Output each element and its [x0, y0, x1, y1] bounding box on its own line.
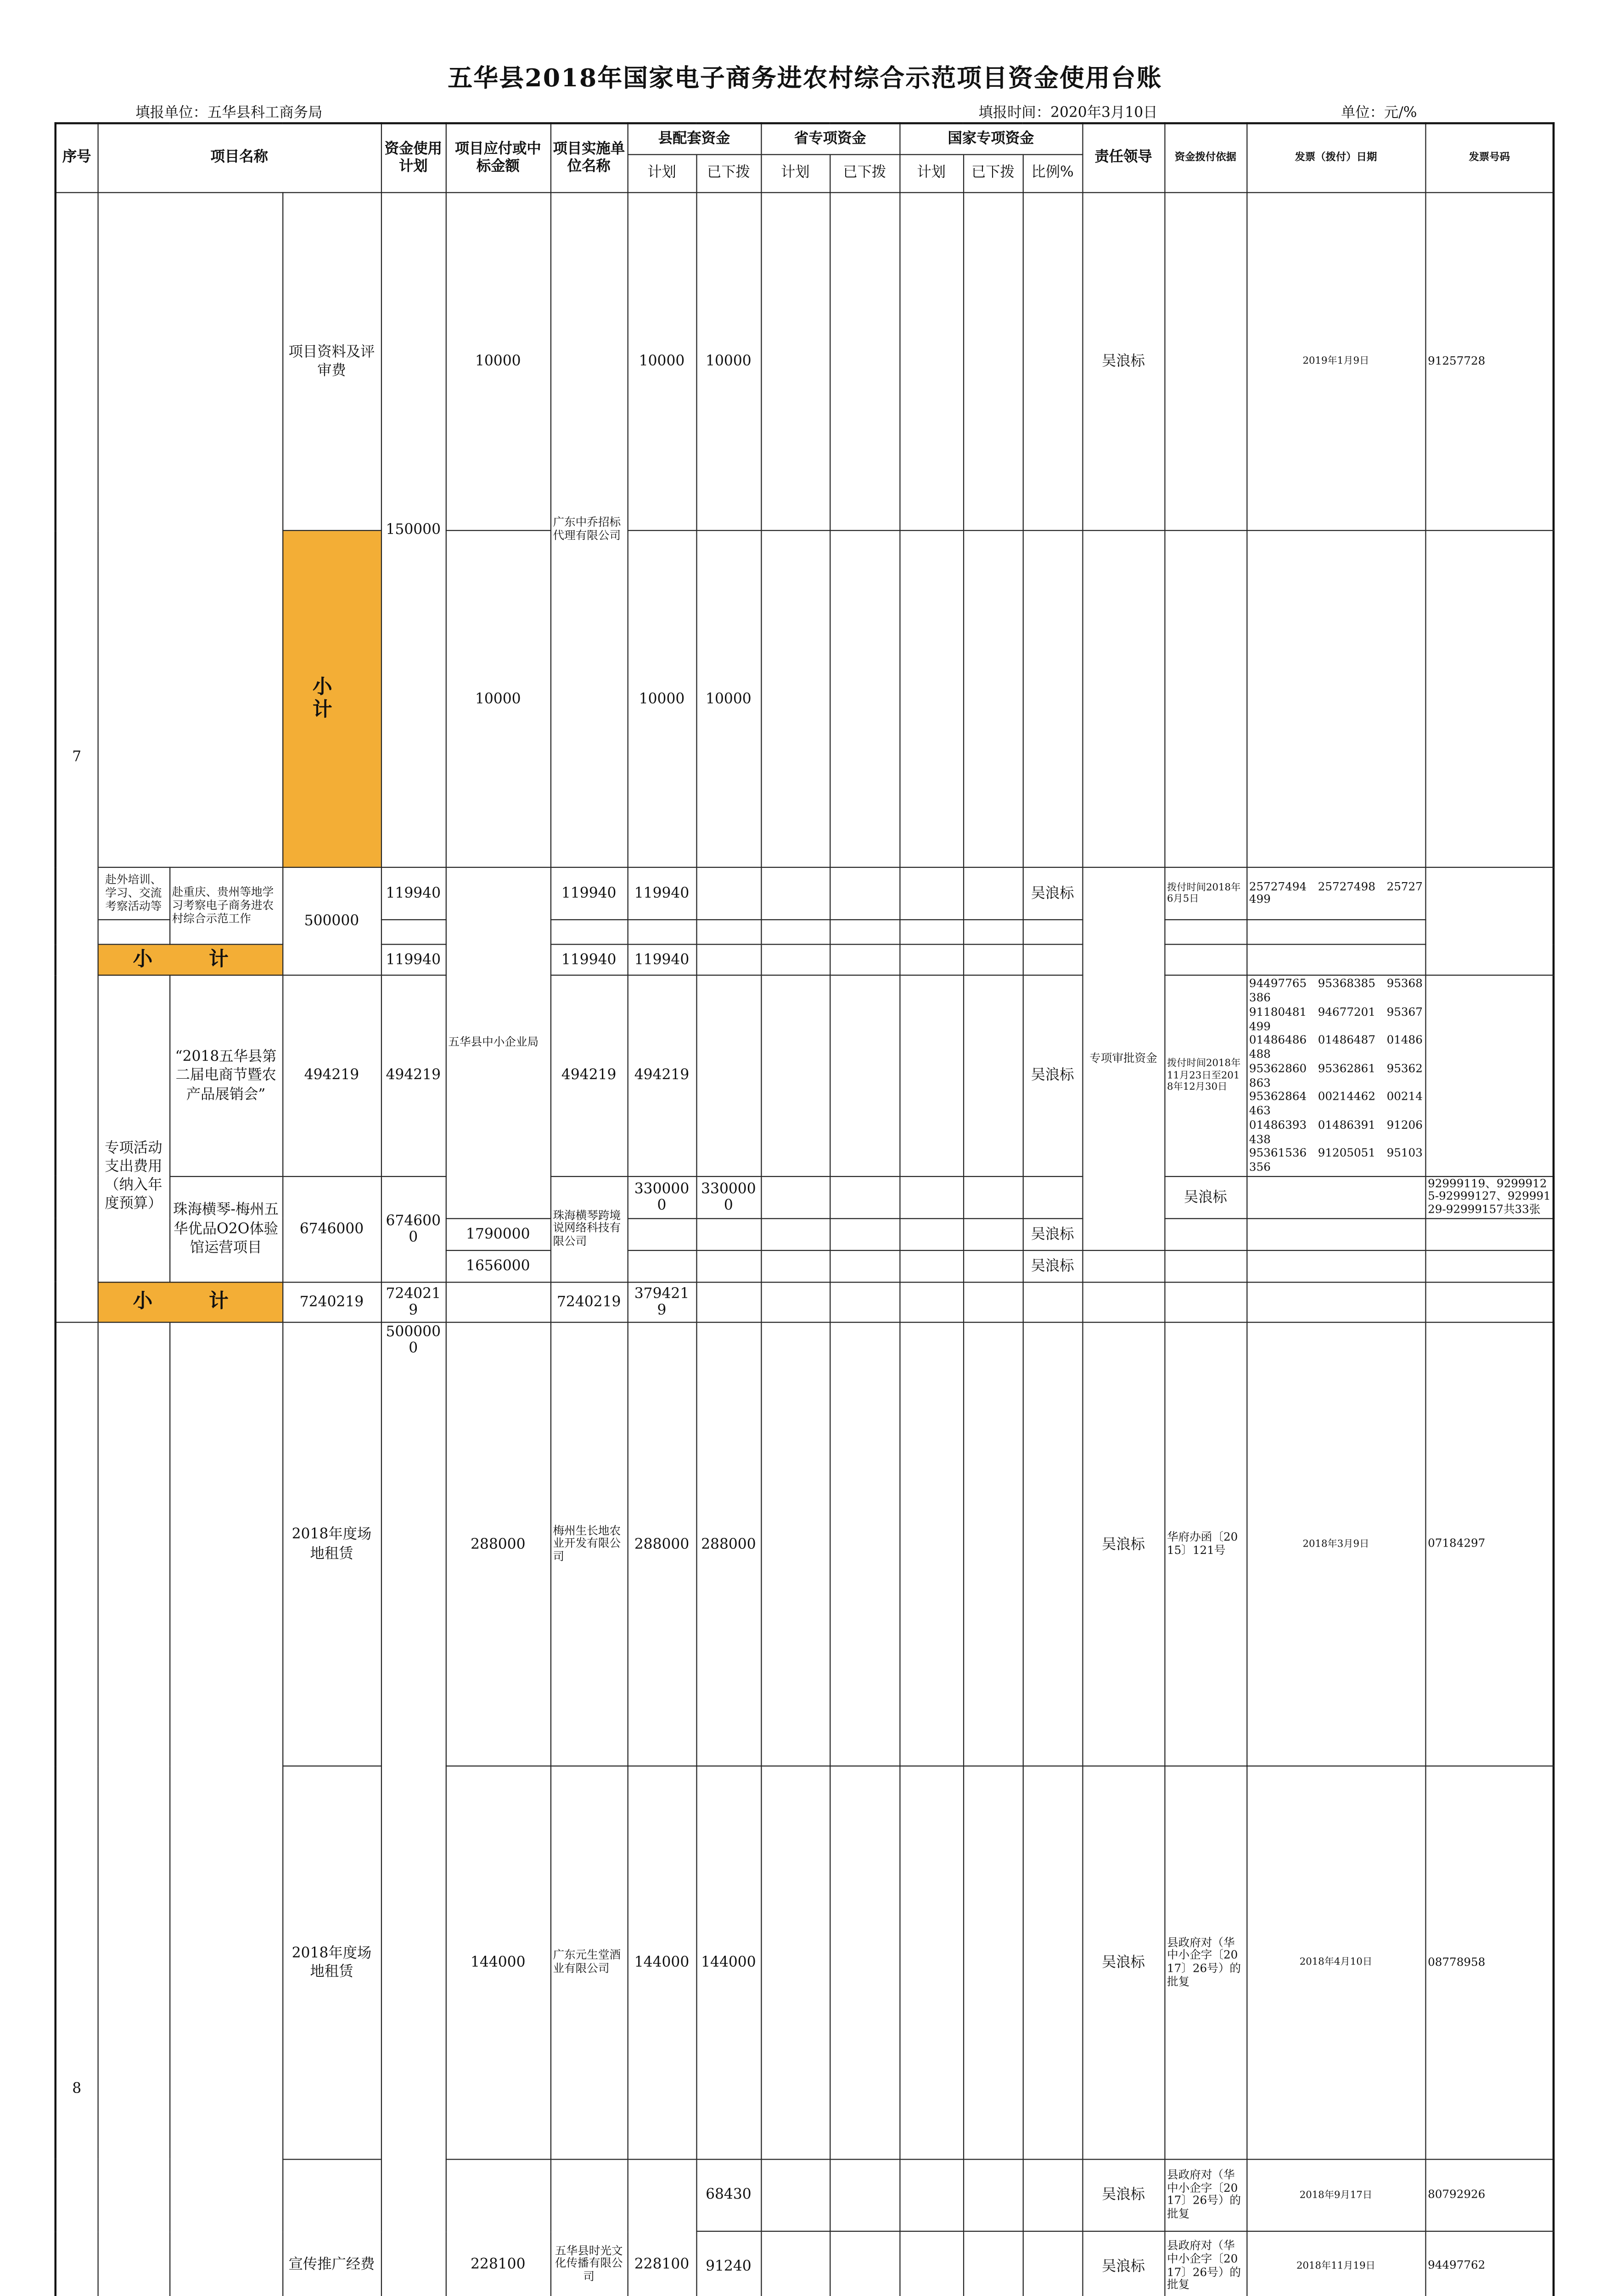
leader-cell: 吴浪标 — [1023, 1250, 1083, 1282]
invoice-no: 92999119、92999125-92999127、92999129-92999157共33张 — [1425, 1176, 1554, 1218]
impl-unit: 珠海横琴跨境说网络科技有限公司 — [550, 1176, 628, 1282]
county-plan: 7240219 — [550, 1282, 628, 1322]
county-paid: 68430 — [696, 2159, 761, 2232]
header-item-name: 项目名称 — [97, 123, 381, 192]
invoice-date: 2019年1月9日 — [1246, 192, 1425, 531]
payable-cell: 228100 — [446, 2159, 550, 2296]
header-plan: 资金使用计划 — [381, 123, 446, 192]
header-prov-paid: 已下拨 — [830, 154, 899, 192]
county-plan: 3300000 — [628, 1176, 696, 1218]
payable-cell: 119940 — [381, 945, 446, 975]
invoice-no-list — [1246, 975, 1425, 1176]
county-plan: 10000 — [628, 531, 696, 867]
county-paid: 10000 — [696, 192, 761, 531]
payable-cell: 144000 — [446, 1767, 550, 2159]
subtotal-row — [56, 1282, 1554, 1322]
invoice-line: 95362860 95362861 95362863 — [1249, 1062, 1423, 1089]
payable-cell: 10000 — [446, 531, 550, 867]
invoice-line: 95362864 00214462 00214463 — [1249, 1090, 1423, 1118]
invoice-no: 07184297 — [1425, 1322, 1554, 1767]
subtotal-label: 小 计 — [97, 945, 282, 975]
item-name: 宣传推广经费 — [282, 2159, 381, 2296]
leader-cell: 吴浪标 — [1082, 1322, 1164, 1767]
basis-cell: 县政府对（华中小企字〔2017〕26号）的批复 — [1164, 2159, 1246, 2232]
table-row — [56, 1322, 1554, 1767]
header-invoice-no: 发票号码 — [1425, 123, 1554, 192]
subtotal-label: 小 计 — [282, 531, 381, 867]
header-invoice-date: 发票（拨付）日期 — [1246, 123, 1425, 192]
basis-cell: 县政府对（华中小企字〔2017〕26号）的批复 — [1164, 1767, 1246, 2159]
header-county-paid: 已下拨 — [696, 154, 761, 192]
leader-cell: 吴浪标 — [1082, 192, 1164, 531]
plan-cell: 7240219 — [282, 1282, 381, 1322]
header-leader: 责任领导 — [1082, 123, 1164, 192]
header-prov-fund: 省专项资金 — [761, 123, 899, 154]
item-name: 珠海横琴-梅州五华优品O2O体验馆运营项目 — [169, 1176, 282, 1282]
table-row — [56, 975, 1554, 1176]
county-paid: 119940 — [628, 867, 696, 920]
header-seq: 序号 — [56, 123, 98, 192]
county-paid: 494219 — [628, 975, 696, 1176]
county-paid: 10000 — [696, 531, 761, 867]
seq-7: 7 — [56, 192, 98, 1322]
invoice-date: 拨付时间2018年11月23日至2018年12月30日 — [1164, 975, 1246, 1176]
invoice-line: 94497765 95368385 95368386 — [1249, 977, 1423, 1005]
page-title: 五华县2018年国家电子商务进农村综合示范项目资金使用台账 — [448, 62, 1162, 93]
item-name: 赴重庆、贵州等地学习考察电子商务进农村综合示范工作 — [169, 867, 282, 945]
invoice-date: 2018年11月19日 — [1246, 2231, 1425, 2296]
payable-cell: 119940 — [381, 867, 446, 920]
plan-cell: 150000 — [381, 192, 446, 867]
item-name: 2018年度场地租赁 — [282, 1322, 381, 1767]
invoice-line: 91180481 94677201 95367499 — [1249, 1005, 1423, 1033]
header-nat-paid: 已下拨 — [963, 154, 1023, 192]
invoice-line: 01486393 01486391 91206438 — [1249, 1118, 1423, 1146]
basis-cell: 专项审批资金 — [1082, 867, 1164, 1250]
impl-unit: 五华县中小企业局 — [446, 867, 550, 1218]
payable-cell: 7240219 — [381, 1282, 446, 1322]
payable-cell: 10000 — [446, 192, 550, 531]
item-name: 2018年度场地租赁 — [282, 1767, 381, 2159]
invoice-no: 91257728 — [1425, 192, 1554, 531]
county-paid: 119940 — [628, 945, 696, 975]
payable-cell: 6746000 — [381, 1176, 446, 1282]
county-plan: 144000 — [628, 1767, 696, 2159]
fund-ledger-table — [55, 122, 1555, 2296]
county-paid: 144000 — [696, 1767, 761, 2159]
plan-cell: 494219 — [282, 975, 381, 1176]
county-plan: 1790000 — [446, 1218, 550, 1250]
table-row — [56, 867, 1554, 920]
subtotal-label: 小 计 — [97, 1282, 282, 1322]
impl-unit: 广东元生堂酒业有限公司 — [550, 1767, 628, 2159]
plan-cell: 5000000 — [381, 1322, 446, 2296]
payable-cell: 288000 — [446, 1322, 550, 1767]
county-paid: 3794219 — [628, 1282, 696, 1322]
category-cell: 赴外培训、学习、交流考察活动等 — [97, 867, 169, 920]
county-plan: 119940 — [550, 867, 628, 920]
leader-cell: 吴浪标 — [1023, 975, 1083, 1176]
leader-cell: 吴浪标 — [1082, 2231, 1164, 2296]
impl-unit: 广东中乔招标代理有限公司 — [550, 192, 628, 867]
county-plan: 119940 — [550, 945, 628, 975]
impl-unit: 梅州生长地农业开发有限公司 — [550, 1322, 628, 1767]
header-county-fund: 县配套资金 — [628, 123, 761, 154]
plan-cell: 500000 — [282, 867, 381, 975]
leader-cell: 吴浪标 — [1023, 867, 1083, 920]
invoice-no: 80792926 — [1425, 2159, 1554, 2232]
payable-cell: 494219 — [381, 975, 446, 1176]
county-plan: 228100 — [628, 2159, 696, 2296]
invoice-no: 08778958 — [1425, 1767, 1554, 2159]
invoice-line: 01486486 01486487 01486488 — [1249, 1033, 1423, 1061]
category-cell — [97, 1322, 169, 2296]
basis-cell: 县政府对（华中小企字〔2017〕26号）的批复 — [1164, 2231, 1246, 2296]
header-county-plan: 计划 — [628, 154, 696, 192]
currency-unit: 单位：元/% — [1341, 105, 1417, 121]
invoice-no: 94497762 — [1425, 2231, 1554, 2296]
plan-cell: 6746000 — [282, 1176, 381, 1282]
header-row — [56, 123, 1554, 154]
leader-cell: 吴浪标 — [1082, 2159, 1164, 2232]
county-plan: 494219 — [550, 975, 628, 1176]
invoice-date: 拨付时间2018年6月5日 — [1164, 867, 1246, 920]
item-name: 项目资料及评审费 — [282, 192, 381, 531]
header-prov-plan: 计划 — [761, 154, 830, 192]
county-paid: 91240 — [696, 2231, 761, 2296]
seq-8: 8 — [56, 1322, 98, 2296]
invoice-date: 2018年3月9日 — [1246, 1322, 1425, 1767]
header-nat-ratio: 比例% — [1023, 154, 1083, 192]
header-nat-fund: 国家专项资金 — [899, 123, 1082, 154]
invoice-line: 95361536 91205051 95103356 — [1249, 1146, 1423, 1174]
filler-unit: 填报单位：五华县科工商务局 — [135, 105, 323, 121]
header-basis: 资金拨付依据 — [1164, 123, 1246, 192]
county-plan: 10000 — [628, 192, 696, 531]
table-row — [56, 192, 1554, 531]
item-name: “2018五华县第二届电商节暨农产品展销会” — [169, 975, 282, 1176]
invoice-date: 2018年4月10日 — [1246, 1767, 1425, 2159]
table-row — [56, 1176, 1554, 1218]
county-plan: 1656000 — [446, 1250, 550, 1282]
county-plan: 288000 — [628, 1322, 696, 1767]
invoice-date: 2018年9月17日 — [1246, 2159, 1425, 2232]
leader-cell: 吴浪标 — [1082, 1767, 1164, 2159]
header-payable: 项目应付或中标金额 — [446, 123, 550, 192]
subtotal-row — [56, 945, 1554, 975]
county-paid: 288000 — [696, 1322, 761, 1767]
county-paid: 3300000 — [696, 1176, 761, 1218]
basis-cell: 华府办函〔2015〕121号 — [1164, 1322, 1246, 1767]
fill-date: 填报时间：2020年3月10日 — [978, 105, 1158, 121]
header-nat-plan: 计划 — [899, 154, 963, 192]
impl-unit: 五华县时光文化传播有限公司 — [550, 2159, 628, 2296]
header-impl-unit: 项目实施单位名称 — [550, 123, 628, 192]
invoice-no: 25727494 25727498 25727499 — [1246, 867, 1425, 920]
leader-cell: 吴浪标 — [1023, 1218, 1083, 1250]
leader-cell: 吴浪标 — [1164, 1176, 1246, 1218]
category-cell: 专项活动支出费用（纳入年度预算） — [97, 975, 169, 1282]
